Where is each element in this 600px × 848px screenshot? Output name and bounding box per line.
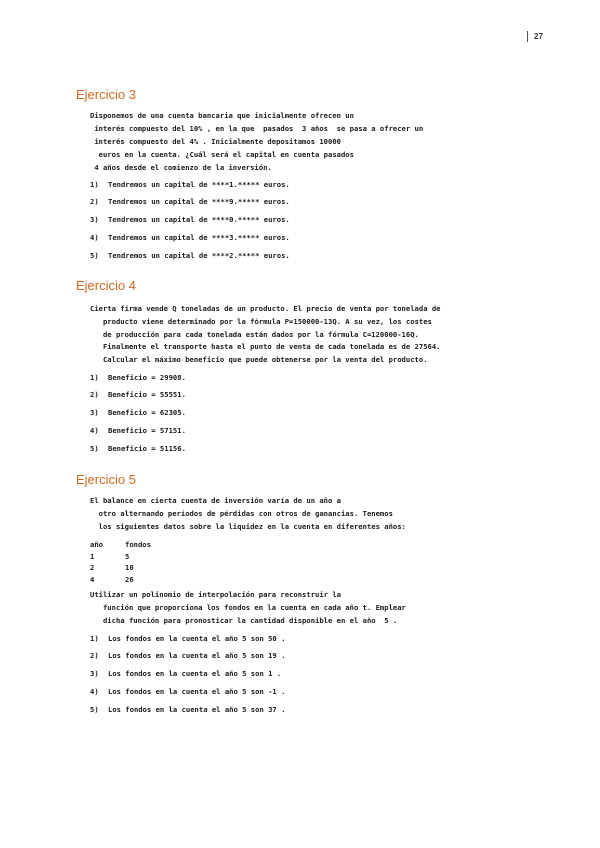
exercise-4-text-line: producto viene determinado por la fórmula P=150000-13Q. A su vez, los costes [90, 317, 432, 326]
exercise-3-option-3: 3) Tendremos un capital de ****0.***** euros. [90, 215, 290, 224]
exercise-3-text-line: 4 años desde el comienzo de la inversión. [90, 163, 272, 172]
table-header-row: año fondos [90, 540, 151, 549]
exercise-4-text-line: Cierta firma vende Q toneladas de un producto. El precio de venta por tonelada de [90, 304, 441, 313]
table-row: 2 10 [90, 563, 134, 572]
exercise-4-option-4: 4) Beneficio = 57151. [90, 426, 186, 435]
exercise-3-option-4: 4) Tendremos un capital de ****3.***** euros. [90, 233, 290, 242]
exercise-3-option-5: 5) Tendremos un capital de ****2.***** euros. [90, 251, 290, 260]
exercise-5-text-line: otro alternando períodos de pérdidas con otros de ganancias. Tenemos [90, 509, 393, 518]
exercise-4-text-line: de producción para cada tonelada están dados por la fórmula C=120000-16Q. [90, 330, 419, 339]
page-number: 27 [527, 31, 543, 42]
exercise-4-option-5: 5) Beneficio = 51156. [90, 444, 186, 453]
exercise-4-title: Ejercicio 4 [76, 278, 136, 293]
exercise-4-text-line: Calcular el máximo beneficio que puede obtenerse por la venta del producto. [90, 355, 428, 364]
exercise-3-text-line: interés compuesto del 4% . Inicialmente depositamos 10000 [90, 137, 341, 146]
table-row: 1 5 [90, 551, 130, 561]
exercise-5-option-3: 3) Los fondos en la cuenta el año 5 son 1 . [90, 669, 282, 678]
exercise-3-text-line: euros en la cuenta. ¿Cuál será el capital en cuenta pasados [90, 150, 354, 159]
exercise-4-option-1: 1) Beneficio = 29908. [90, 373, 186, 382]
exercise-3-option-2: 2) Tendremos un capital de ****9.***** euros. [90, 197, 290, 206]
exercise-5-title: Ejercicio 5 [76, 472, 136, 487]
exercise-4-option-2: 2) Beneficio = 55551. [90, 390, 186, 399]
exercise-5-text2-line: dicha función para pronosticar la cantidad disponible en el año 5 . [90, 616, 398, 625]
exercise-4-option-3: 3) Beneficio = 62305. [90, 408, 186, 417]
exercise-5-text2-line: Utilizar un polinomio de interpolación para reconstruir la [90, 590, 341, 599]
table-row: 4 26 [90, 574, 134, 584]
exercise-3-text-line: interés compuesto del 10% , en la que pasados 3 años se pasa a ofrecer un [90, 124, 424, 133]
exercise-5-option-5: 5) Los fondos en la cuenta el año 5 son 37 . [90, 705, 286, 714]
exercise-5-text-line: los siguientes datos sobre la liquidez en la cuenta en diferentes años: [90, 522, 406, 531]
exercise-3-text-line: Disponemos de una cuenta bancaria que inicialmente ofrecen un [90, 111, 354, 120]
data-table [90, 539, 151, 585]
exercise-5-text-line: El balance en cierta cuenta de inversión varía de un año a [90, 496, 341, 505]
exercise-5-option-4: 4) Los fondos en la cuenta el año 5 son -1 . [90, 687, 286, 696]
exercise-3-title: Ejercicio 3 [76, 87, 136, 102]
exercise-5-text2-line: función que proporciona los fondos en la cuenta en cada año t. Emplear [90, 603, 406, 612]
exercise-5-option-2: 2) Los fondos en la cuenta el año 5 son 19 . [90, 651, 286, 660]
exercise-5-option-1: 1) Los fondos en la cuenta el año 5 son 50 . [90, 634, 286, 643]
exercise-3-option-1: 1) Tendremos un capital de ****1.***** euros. [90, 180, 290, 189]
exercise-4-text-line: Finalmente el transporte hasta el punto de venta de cada tonelada es de 27564. [90, 342, 441, 351]
